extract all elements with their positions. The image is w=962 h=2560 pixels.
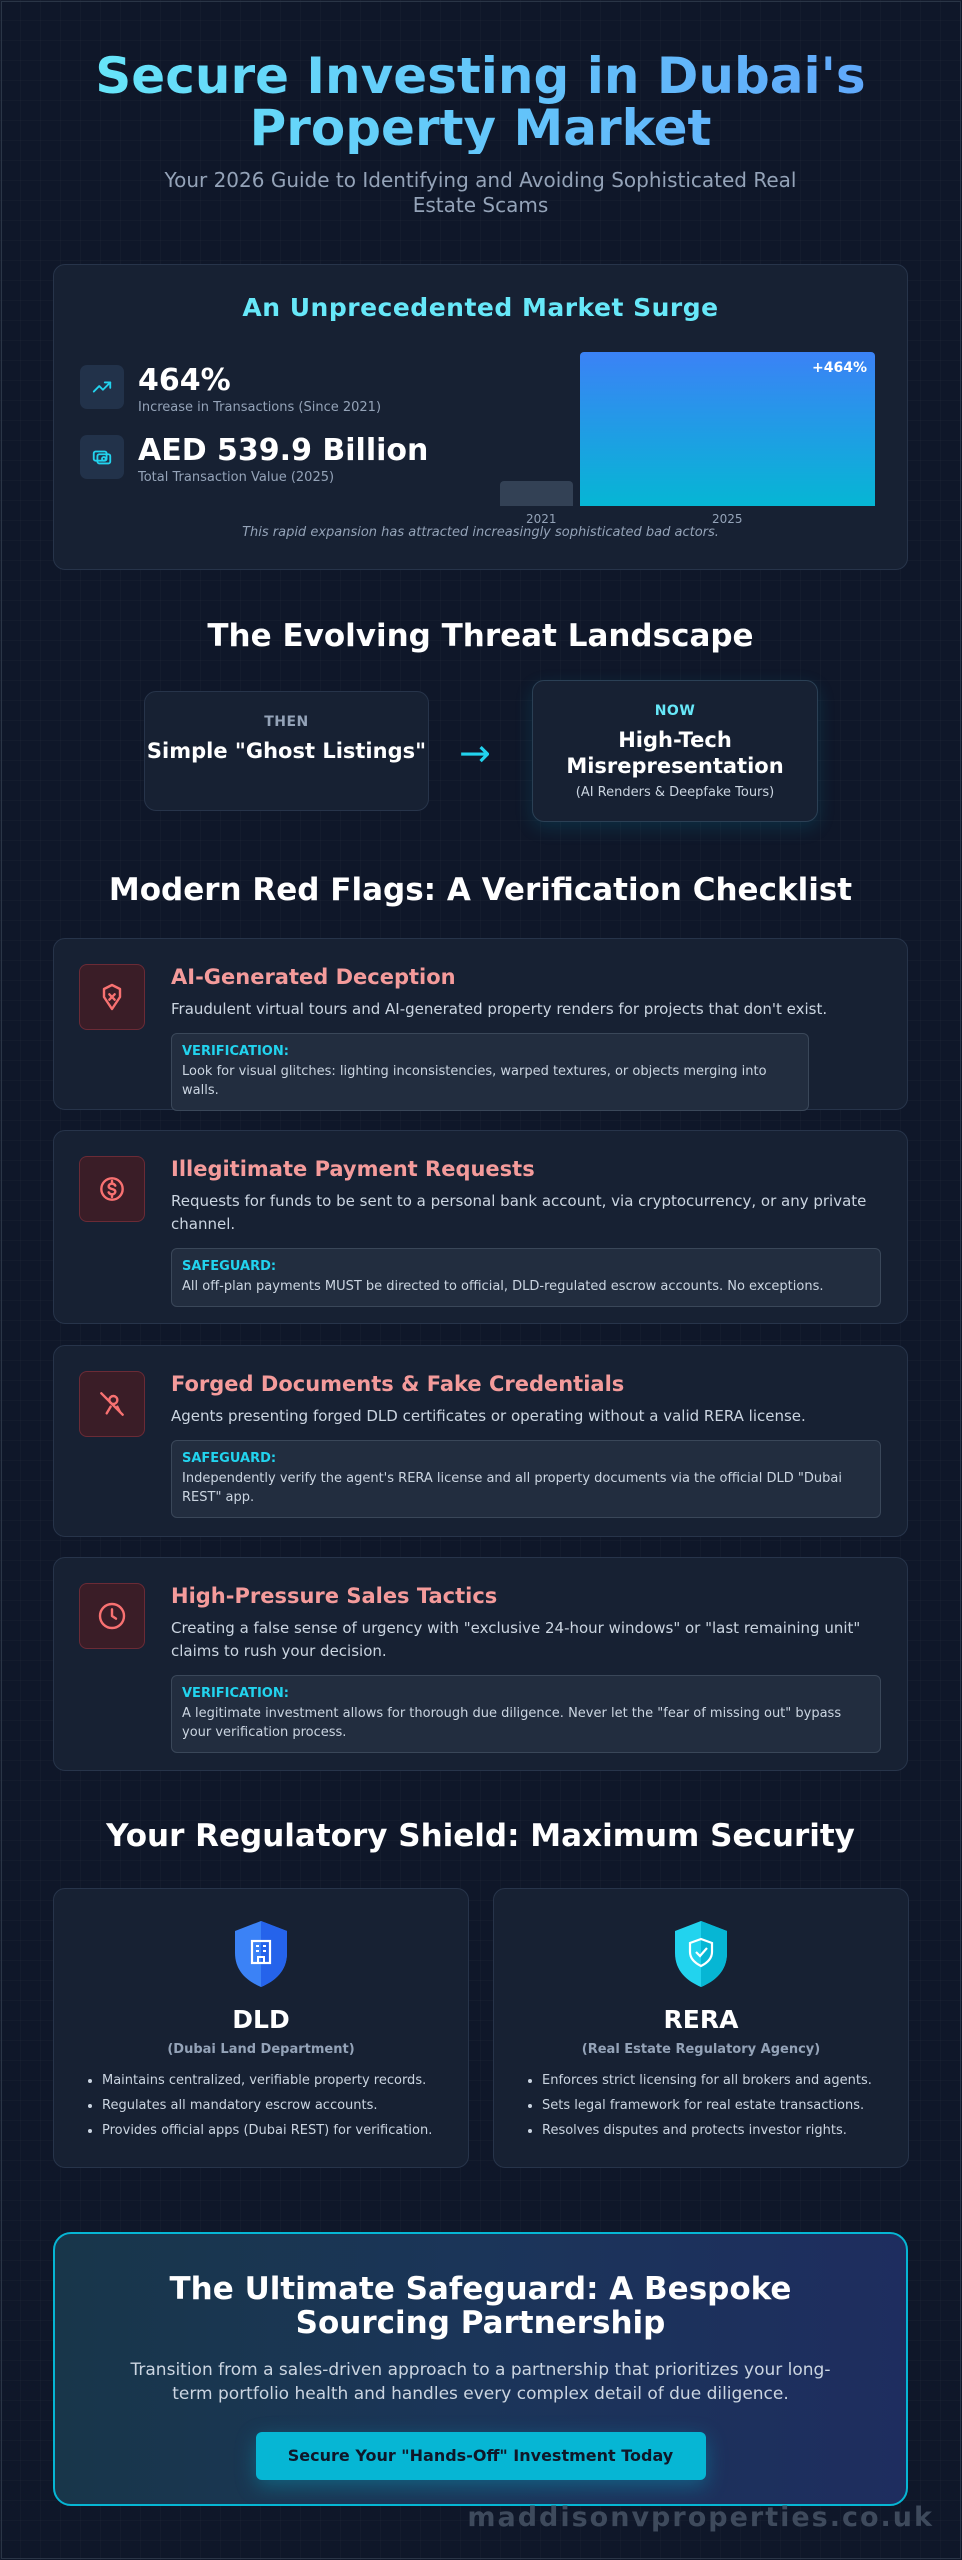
flag-body <box>171 965 881 1111</box>
list-item: • Enforces strict licensing for all brokers and agents. <box>542 2073 908 2088</box>
flag-description: Creating a false sense of urgency with "exclusive 24-hour windows" or "last remaining unit" claims to rush your decision. <box>171 1619 861 1660</box>
flag-body <box>171 1372 881 1518</box>
flag-box-label: SAFEGUARD: <box>182 1259 277 1274</box>
flag-description: Requests for funds to be sent to a personal bank account, via cryptocurrency, or any private channel. <box>171 1192 867 1233</box>
flag-card-forged-documents <box>53 1345 908 1537</box>
rera-shield-icon <box>494 1919 908 1993</box>
dld-full-name: (Dubai Land Department) <box>167 2042 355 2057</box>
rera-full-name: (Real Estate Regulatory Agency) <box>581 2042 821 2057</box>
market-surge-card <box>53 264 908 570</box>
dld-points <box>102 2073 468 2138</box>
trend-up-icon <box>80 365 124 409</box>
page-title: Secure Investing in Dubai's Property Market <box>53 50 908 154</box>
flag-box-text: Look for visual glitches: lighting inconsistencies, warped textures, or objects merging into walls. <box>182 1064 767 1098</box>
stat-value: AED 539.9 Billion <box>138 433 429 468</box>
x-tick-label: 2025 <box>712 512 743 526</box>
forbidden-badge-icon <box>79 1371 145 1437</box>
cta-title: The Ultimate Safeguard: A Bespoke Sourcing Partnership <box>169 2271 792 2341</box>
stat-label: Total Transaction Value (2025) <box>138 470 335 485</box>
regulatory-section-title: Your Regulatory Shield: Maximum Security <box>106 1818 855 1854</box>
watermark: maddisonvproperties.co.uk <box>467 2502 934 2533</box>
transactions-bar-chart <box>500 340 880 526</box>
flag-title: High-Pressure Sales Tactics <box>171 1584 498 1608</box>
flag-title: Forged Documents & Fake Credentials <box>171 1372 625 1396</box>
flag-title: AI-Generated Deception <box>171 965 456 989</box>
flag-box-label: SAFEGUARD: <box>182 1451 277 1466</box>
flag-verification-box <box>171 1675 881 1753</box>
market-surge-note: This rapid expansion has attracted increasingly sophisticated bad actors. <box>242 525 719 540</box>
cta-subtitle: Transition from a sales-driven approach to a partnership that prioritizes your long-term portfolio health and handles every complex detail of due diligence. <box>130 2360 831 2404</box>
list-item: • Resolves disputes and protects investor rights. <box>542 2123 908 2138</box>
stat-transaction-value <box>80 435 428 485</box>
threat-section-title: The Evolving Threat Landscape <box>207 618 754 654</box>
dld-name: DLD <box>232 2005 290 2034</box>
stat-label: Increase in Transactions (Since 2021) <box>138 400 382 415</box>
flag-box-text: Independently verify the agent's RERA license and all property documents via the official DLD "Dubai REST" app. <box>182 1471 842 1505</box>
flag-box-label: VERIFICATION: <box>182 1686 289 1701</box>
rera-name: RERA <box>663 2005 739 2034</box>
page-subtitle: Your 2026 Guide to Identifying and Avoiding Sophisticated Real Estate Scams <box>164 168 797 217</box>
now-text: High-Tech Misrepresentation <box>566 728 784 778</box>
arrow-right-icon: → <box>459 731 491 775</box>
flag-body <box>171 1584 881 1753</box>
flag-box-label: VERIFICATION: <box>182 1044 289 1059</box>
now-note: (AI Renders & Deepfake Tours) <box>575 785 775 800</box>
flag-verification-box <box>171 1033 809 1111</box>
flag-card-payment-requests <box>53 1130 908 1324</box>
then-card <box>144 691 429 811</box>
flag-safeguard-box <box>171 1440 881 1518</box>
bar-annotation: +464% <box>812 360 867 376</box>
now-label: NOW <box>654 703 696 719</box>
cta-button[interactable]: Secure Your "Hands-Off" Investment Today <box>256 2432 706 2480</box>
flag-box-text: All off-plan payments MUST be directed to official, DLD-regulated escrow accounts. No exceptions. <box>182 1279 824 1294</box>
now-card <box>532 680 818 822</box>
money-icon <box>80 435 124 479</box>
flag-box-text: A legitimate investment allows for thorough due diligence. Never let the "fear of missing out" bypass your verification process. <box>182 1706 842 1740</box>
hero-section <box>53 47 908 218</box>
then-text: Simple "Ghost Listings" <box>146 739 427 763</box>
flag-body <box>171 1157 881 1307</box>
cta-panel <box>53 2232 908 2506</box>
list-item: • Maintains centralized, verifiable property records. <box>102 2073 468 2088</box>
rera-points <box>542 2073 908 2138</box>
payment-icon <box>79 1156 145 1222</box>
x-tick-label: 2021 <box>526 512 557 526</box>
dld-card <box>53 1888 469 2168</box>
list-item: • Sets legal framework for real estate transactions. <box>542 2098 908 2113</box>
market-surge-title: An Unprecedented Market Surge <box>242 293 719 322</box>
flag-safeguard-box <box>171 1248 881 1307</box>
stat-value: 464% <box>138 363 231 398</box>
bar-2021 <box>500 481 573 506</box>
then-label: THEN <box>264 714 309 730</box>
flag-card-pressure-tactics <box>53 1557 908 1771</box>
list-item: • Regulates all mandatory escrow accounts. <box>102 2098 468 2113</box>
flag-description: Agents presenting forged DLD certificates or operating without a valid RERA license. <box>171 1407 806 1425</box>
dld-shield-icon <box>54 1919 468 1993</box>
list-item: • Provides official apps (Dubai REST) for verification. <box>102 2123 468 2138</box>
rera-card <box>493 1888 909 2168</box>
clock-icon <box>79 1583 145 1649</box>
flag-card-ai-deception <box>53 938 908 1110</box>
flag-description: Fraudulent virtual tours and AI-generated property renders for projects that don't exist. <box>171 1000 828 1018</box>
red-flags-section-title: Modern Red Flags: A Verification Checklist <box>108 872 853 908</box>
flag-title: Illegitimate Payment Requests <box>171 1157 535 1181</box>
stat-transactions <box>80 365 381 415</box>
ai-tag-icon <box>79 964 145 1030</box>
bar-2025 <box>580 352 875 506</box>
